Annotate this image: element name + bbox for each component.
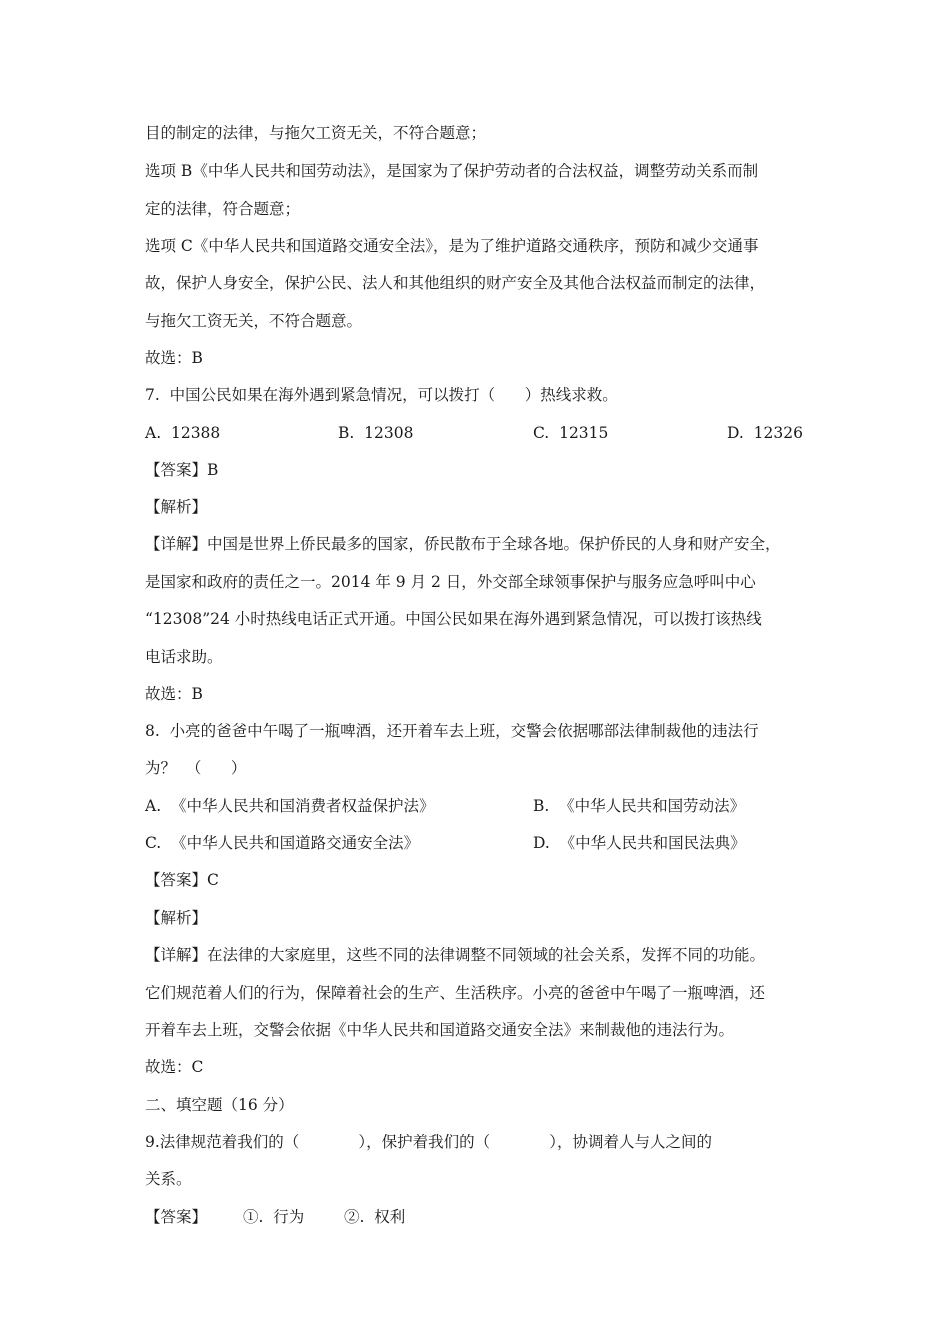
q8-option-c: C. 《中华人民共和国道路交通安全法》	[145, 834, 420, 852]
q7-detail-line-1: 【详解】中国是世界上侨民最多的国家，侨民散布于全球各地。保护侨民的人身和财产安全，	[145, 535, 781, 553]
q8-detail-line-2: 它们规范着人们的行为，保障着社会的生产、生活秩序。小亮的爸爸中午喝了一瓶啤酒，还	[145, 984, 766, 1002]
q8-option-b: B. 《中华人民共和国劳动法》	[533, 797, 746, 815]
q7-analysis-label: 【解析】	[145, 498, 208, 516]
q6-explanation-line-6: 与拖欠工资无关，不符合题意。	[145, 312, 363, 330]
q7-option-b: B. 12308	[338, 424, 414, 442]
q6-explanation-line-5: 故，保护人身安全，保护公民、法人和其他组织的财产安全及其他合法权益而制定的法律，	[145, 274, 766, 292]
q6-explanation-line-3: 定的法律，符合题意；	[145, 200, 301, 218]
q8-detail-line-3: 开着车去上班，交警会依据《中华人民共和国道路交通安全法》来制裁他的违法行为。	[145, 1021, 735, 1039]
q8-choice: 故选：C	[145, 1058, 204, 1076]
q7-option-c: C. 12315	[533, 424, 609, 442]
section-2-heading: 二、填空题（16 分）	[145, 1096, 294, 1114]
q7-detail-line-2: 是国家和政府的责任之一。2014 年 9 月 2 日，外交部全球领事保护与服务应急呼叫中心	[145, 573, 756, 591]
q6-explanation-line-1: 目的制定的法律，与拖欠工资无关，不符合题意；	[145, 124, 487, 142]
q7-option-d: D. 12326	[727, 424, 803, 442]
q8-option-a: A. 《中华人民共和国消费者权益保护法》	[145, 797, 435, 815]
q7-answer: 【答案】B	[145, 461, 219, 479]
q8-analysis-label: 【解析】	[145, 909, 208, 927]
q7-choice: 故选：B	[145, 685, 203, 703]
q6-explanation-line-2: 选项 B《中华人民共和国劳动法》，是国家为了保护劳动者的合法权益，调整劳动关系而制	[145, 162, 759, 180]
q9-answer-label: 【答案】	[145, 1208, 208, 1226]
q9-question-line-1: 9.法律规范着我们的（ ），保护着我们的（ ），协调着人与人之间的	[145, 1133, 713, 1151]
q6-explanation-line-4: 选项 C《中华人民共和国道路交通安全法》，是为了维护道路交通秩序，预防和减少交通事	[145, 237, 759, 255]
q8-question-line-1: 8. 小亮的爸爸中午喝了一瓶啤酒，还开着车去上班，交警会依据哪部法律制裁他的违法行	[145, 722, 759, 740]
q7-option-a: A. 12388	[145, 424, 221, 442]
q7-detail-line-3: “12308”24 小时热线电话正式开通。中国公民如果在海外遇到紧急情况，可以拨打该热线	[145, 610, 762, 628]
q8-question-line-2: 为？ （ ）	[145, 759, 247, 777]
q7-question: 7. 中国公民如果在海外遇到紧急情况，可以拨打（ ）热线求救。	[145, 386, 618, 404]
q8-option-d: D. 《中华人民共和国民法典》	[533, 834, 746, 852]
q6-choice: 故选：B	[145, 349, 203, 367]
q8-detail-line-1: 【详解】在法律的大家庭里，这些不同的法律调整不同领域的社会关系，发挥不同的功能。	[145, 946, 766, 964]
q9-question-line-2: 关系。	[145, 1170, 192, 1188]
q9-answer-2: ②. 权利	[344, 1208, 406, 1226]
q9-answer-1: ①. 行为	[243, 1208, 305, 1226]
q7-detail-line-4: 电话求助。	[145, 648, 223, 666]
q8-answer: 【答案】C	[145, 871, 219, 889]
